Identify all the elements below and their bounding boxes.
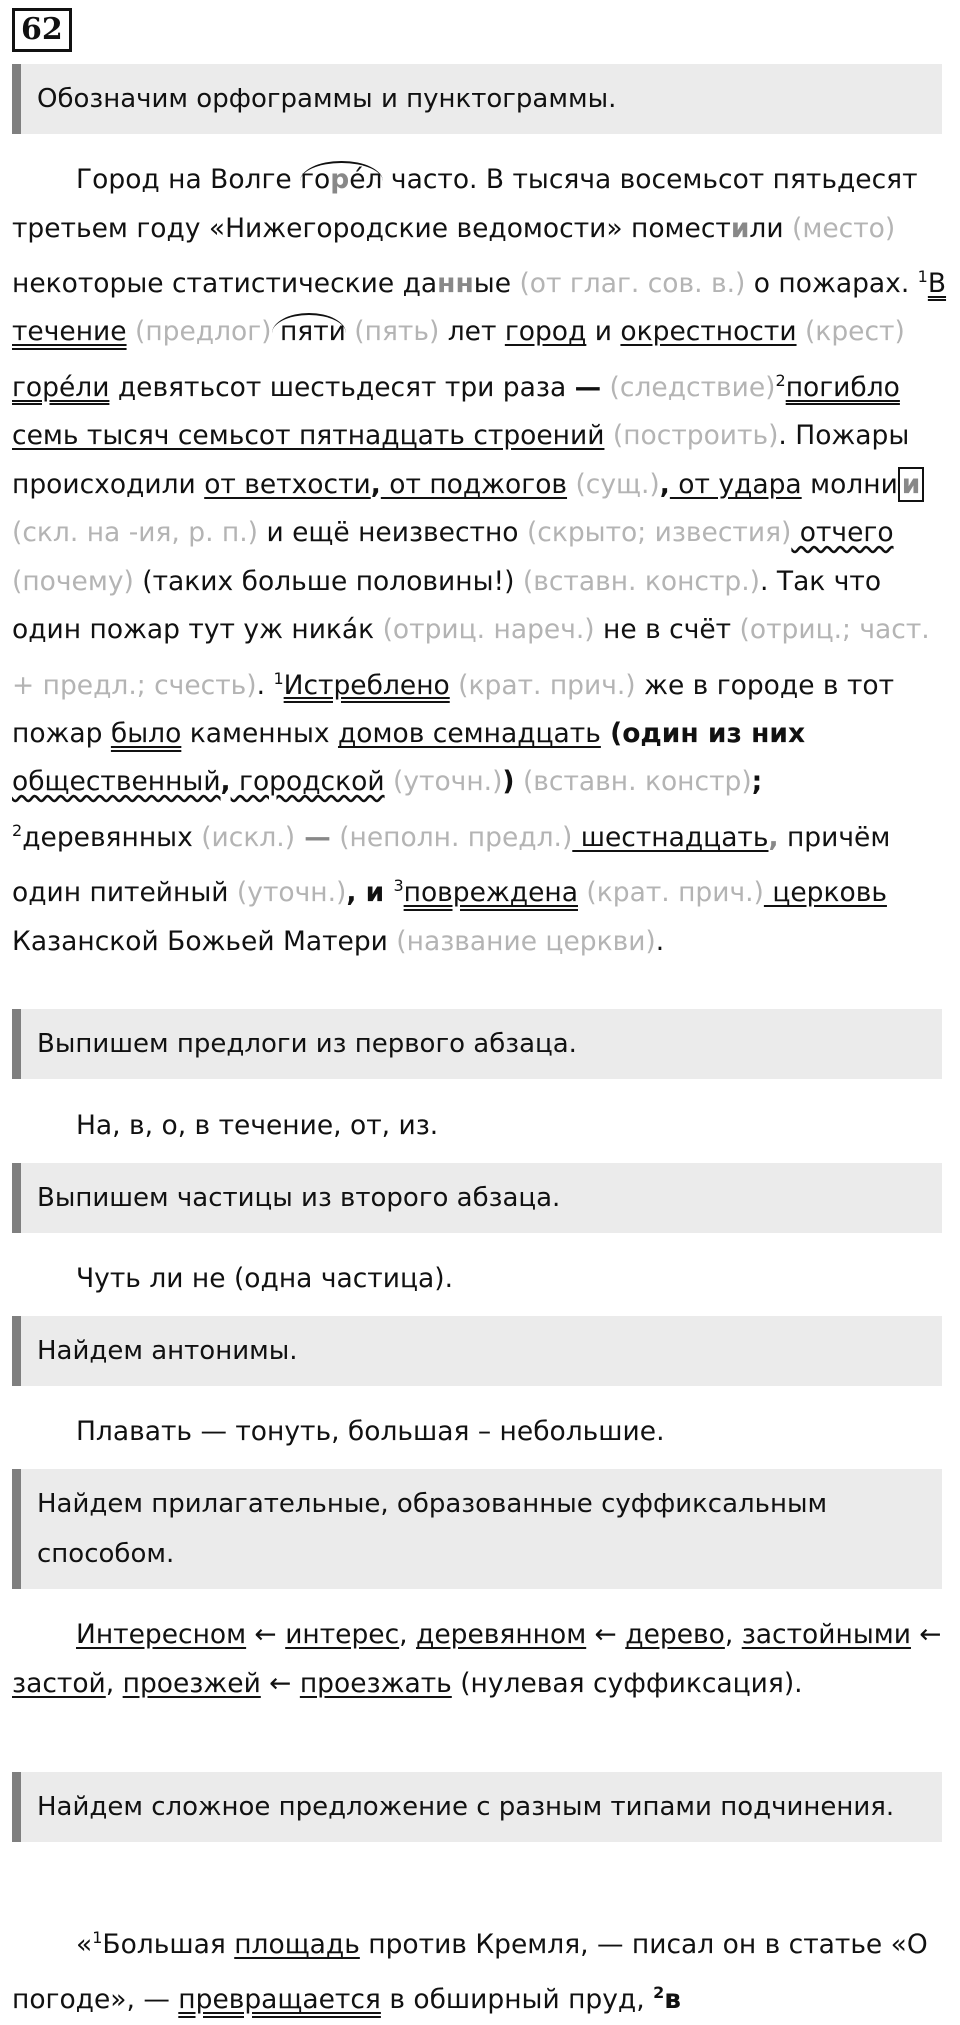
hint: (место) (783, 212, 896, 244)
hint: (название церкви) (387, 925, 656, 957)
antonyms-answer: Плавать — тонуть, большая – небольшие. (76, 1416, 665, 1447)
subject: семь тысяч семьсот пятнадцать строений (12, 420, 605, 452)
predicate: погибло (785, 371, 900, 403)
hint: (почему) (12, 565, 134, 597)
hint: (отриц.; част. + предл.; счесть) (12, 614, 930, 701)
hint: (следствие) (601, 371, 776, 403)
text: горе́л (300, 161, 382, 195)
complex-sentence-answer: «$^1$Большая площадь против Кремля, — писал он в статье «О погоде», — превращается в обширный пруд, $^2$в (12, 1928, 928, 2016)
hint: (от глаг. сов. в.) (511, 267, 746, 299)
section-header-orthograms: Обозначим орфограммы и пунктограммы. (12, 64, 942, 134)
hint: (вставн. констр.) (514, 565, 761, 597)
hint: (искл.) (192, 821, 296, 853)
text: некоторые статистические да (12, 267, 438, 299)
hint: (уточн.) (228, 877, 347, 909)
hint: (крат. прич.) (577, 877, 764, 909)
text: помест (631, 212, 731, 244)
adjectives-answer: Интересном ← интерес, деревянном ← дерево, застойными ← застой, проезжей ← проезжать (нулевая суффиксация). (12, 1619, 942, 1699)
hint: (скл. на -ия, р. п.) (12, 517, 259, 549)
hint: (неполн. предл.) (330, 821, 573, 853)
section-header-complex-sentence: Найдем сложное предложение с разным типами подчинения. (12, 1772, 942, 1842)
predicate: горе́ли (12, 371, 110, 403)
hint: (крат. прич.) (449, 669, 636, 701)
text: В течение (12, 267, 947, 348)
subject: церковь (763, 877, 887, 909)
hint: (уточн.) (384, 766, 503, 798)
hint: (скрыто; известия) (518, 517, 792, 549)
text: пяти (272, 313, 346, 347)
particles-answer: Чуть ли не (одна частица). (76, 1263, 453, 1294)
section-header-adjectives: Найдем прилагательные, образованные суффиксальным способом. (12, 1469, 942, 1589)
predicate: повреждена (403, 877, 578, 909)
text: о пожарах. (745, 267, 918, 299)
subject: окрестности (620, 316, 797, 348)
hint: (вставн. констр) (514, 766, 752, 798)
hint: (построить) (604, 420, 779, 452)
predicate: Истреблено (283, 669, 450, 701)
section-header-prepositions: Выпишем предлоги из первого абзаца. (12, 1009, 942, 1079)
hint: (сущ.) (567, 468, 660, 500)
hint: (отриц. нареч.) (374, 614, 595, 646)
section-header-particles: Выпишем частицы из второго абзаца. (12, 1163, 942, 1233)
main-text-paragraph: Город на Волге горе́л часто. В тысяча восемьсот пятьдесят третьем году «Нижегородские ведомости» поместили (место) некоторые статистические данные (от глаг. сов. в.) о пожарах. $^1$В течение (предлог) пяти (пять) лет город и окрестности (крест) горе́ли девятьсот шестьдесят три раза — (следствие)$^2$погибло семь тысяч семьсот пятнадцать строений (построить). Пожары происходили от ветхости, от поджогов (сущ.), от удара молни и (скл. на -ия, р. п.) и ещё неизвестно (скрыто; известия) отчего (почему) (таких больше половины!) (вставн. констр.). Так что один пожар тут уж никáк (отриц. нареч.) не в счёт (отриц.; част. + предл.; счесть). $^1$Истреблено (крат. прич.) же в городе в тот пожар было каменных домов семнадцать (один из них общественный, городской (уточн.)) (вставн. констр); $^2$деревянных (искл.) — (неполн. предл.) шестнадцать, причём один питейный (уточн.), и $^3$повреждена (крат. прич.) церковь Казанской Божьей Матери (название церкви). (12, 156, 952, 966)
task-number: 62 (12, 8, 72, 52)
hint: (предлог) (126, 316, 272, 348)
subject: город (504, 316, 587, 348)
text: часто. В тысяча восемьсот пятьдесят третьем году «Нижегородские ведомости» (12, 164, 918, 244)
hint: (пять) (345, 316, 440, 348)
section-header-antonyms: Найдем антонимы. (12, 1316, 942, 1386)
text: Город на Волге (76, 164, 301, 195)
hint: (крест) (796, 316, 905, 348)
prepositions-answer: На, в, о, в течение, от, из. (76, 1110, 439, 1141)
